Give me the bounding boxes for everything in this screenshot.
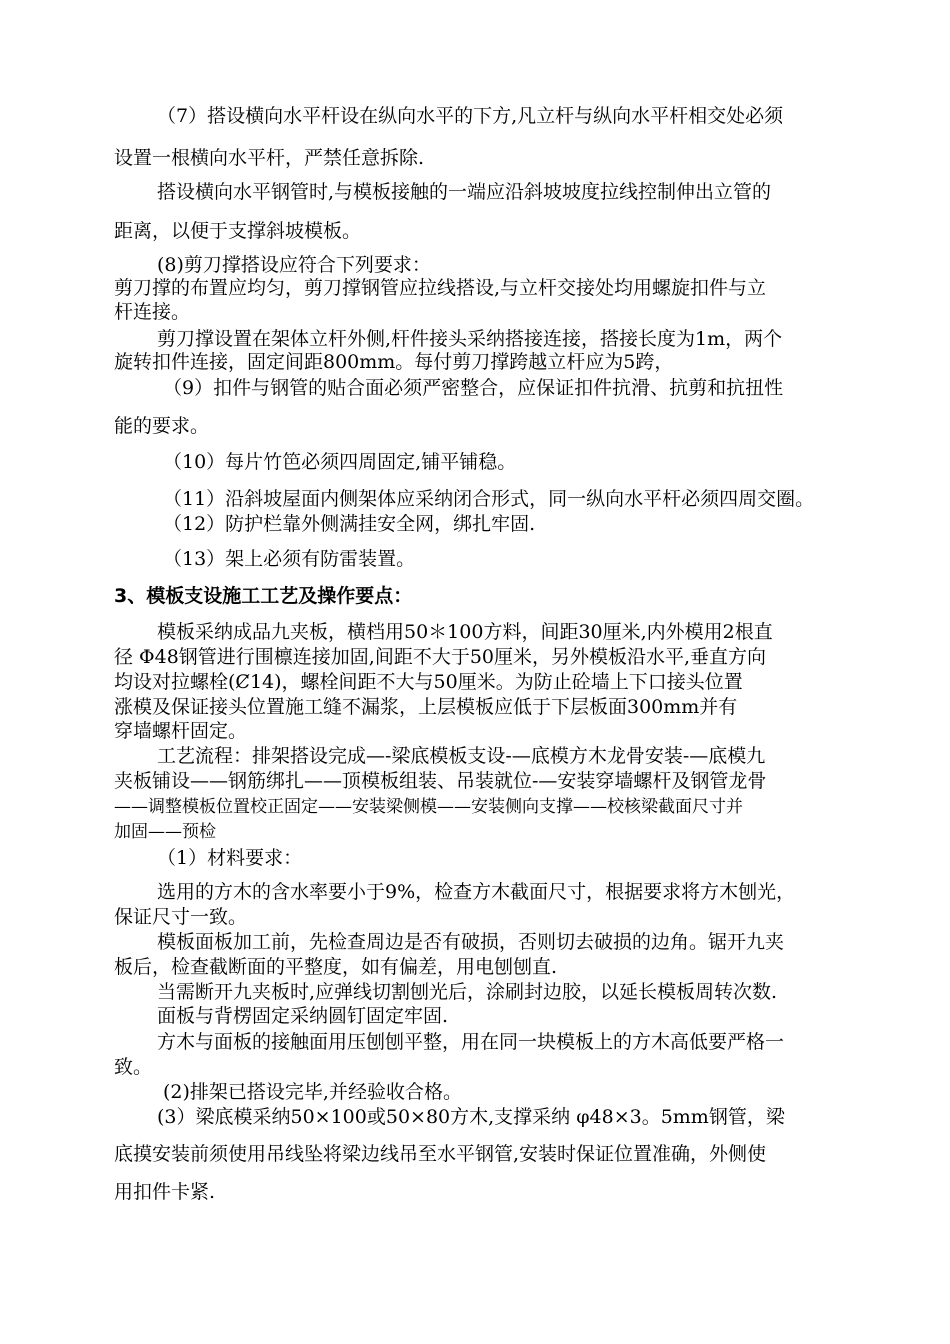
text-line: 面板与背楞固定采纳圆钉固定牢固. [157, 1005, 449, 1027]
text-line: 搭设横向水平钢管时,与模板接触的一端应沿斜坡坡度拉线控制伸出立管的 [157, 181, 772, 203]
text-line: 模板面板加工前，先检查周边是否有破损，否则切去破损的边角。锯开九夹 [157, 931, 785, 953]
text-line: 夹板铺设——钢筋绑扎——顶模板组装、吊装就位-—安装穿墙螺杆及钢管龙骨 [114, 770, 767, 792]
text-line: （10）每片竹笆必须四周固定,铺平铺稳。 [163, 451, 517, 473]
text-line: 杆连接。 [114, 301, 191, 323]
text-line: (8)剪刀撑搭设应符合下列要求： [157, 254, 431, 276]
text-line: 旋转扣件连接，固定间距800mm。每付剪刀撑跨越立杆应为5跨， [114, 351, 674, 373]
text-line: （11）沿斜坡屋面内侧架体应采纳闭合形式，同一纵向水平杆必须四周交圈。 [163, 488, 815, 510]
text-line: （13）架上必须有防雷装置。 [163, 548, 416, 570]
text-line: ——调整模板位置校正固定——安装梁侧模——安装侧向支撑——校核梁截面尺寸并 [114, 797, 743, 817]
text-line: 方木与面板的接触面用压刨刨平整，用在同一块模板上的方木高低要严格一 [157, 1031, 785, 1053]
text-line: 工艺流程：排架搭设完成—-梁底模板支设-—底模方木龙骨安装-—底模九 [157, 745, 766, 767]
text-line: 设置一根横向水平杆，严禁任意拆除. [114, 147, 425, 169]
text-line: 致。 [114, 1056, 153, 1078]
text-line: 当需断开九夹板时,应弹线切割刨光后，涂刷封边胶，以延长模板周转次数. [157, 981, 778, 1003]
text-line: (2)排架已搭设完毕,并经验收合格。 [163, 1081, 462, 1103]
text-line: （7）搭设横向水平杆设在纵向水平的下方,凡立杆与纵向水平杆相交处必须 [157, 105, 784, 127]
text-line: （9）扣件与钢管的贴合面必须严密整合，应保证扣件抗滑、抗剪和抗扭性 [163, 377, 784, 399]
text-line: 均设对拉螺栓(Ȼ14)，螺栓间距不大与50厘米。为防止砼墙上下口接头位置 [114, 671, 743, 693]
text-line: 能的要求。 [114, 415, 210, 437]
text-line: 用扣件卡紧. [114, 1181, 216, 1203]
text-line: 距离，以便于支撑斜坡模板。 [114, 220, 362, 242]
text-line: 穿墙螺杆固定。 [114, 720, 248, 742]
text-line: 剪刀撑设置在架体立杆外侧,杆件接头采纳搭接连接，搭接长度为1m，两个 [157, 328, 783, 350]
text-line: 模板采纳成品九夹板，横档用50＊100方料，间距30厘米,内外模用2根直 [157, 621, 773, 643]
section-heading: 3、模板支设施工工艺及操作要点： [114, 585, 413, 607]
text-line: （12）防护栏靠外侧满挂安全网，绑扎牢固. [163, 513, 536, 535]
text-line: 涨模及保证接头位置施工缝不漏浆，上层模板应低于下层板面300mm并有 [114, 696, 738, 718]
text-line: 剪刀撑的布置应均匀，剪刀撑钢管应拉线搭设,与立杆交接处均用螺旋扣件与立 [114, 277, 767, 299]
text-line: (3）梁底模采纳50×100或50×80方木,支撑采纳 φ48×3。5mm钢管，梁 [157, 1106, 785, 1128]
text-line: 保证尺寸一致。 [114, 906, 248, 928]
text-line: 选用的方木的含水率要小于9%，检查方木截面尺寸，根据要求将方木刨光， [157, 881, 796, 903]
text-line: （1）材料要求： [157, 847, 303, 869]
text-line: 径 Φ48钢管进行围檩连接加固,间距不大于50厘米，另外模板沿水平,垂直方向 [114, 646, 767, 668]
text-line: 板后，检查截断面的平整度，如有偏差，用电刨刨直. [114, 956, 558, 978]
text-line: 底摸安装前须使用吊线坠将梁边线吊至水平钢管,安装时保证位置准确，外侧使 [114, 1143, 767, 1165]
text-line: 加固——预检 [114, 822, 216, 842]
